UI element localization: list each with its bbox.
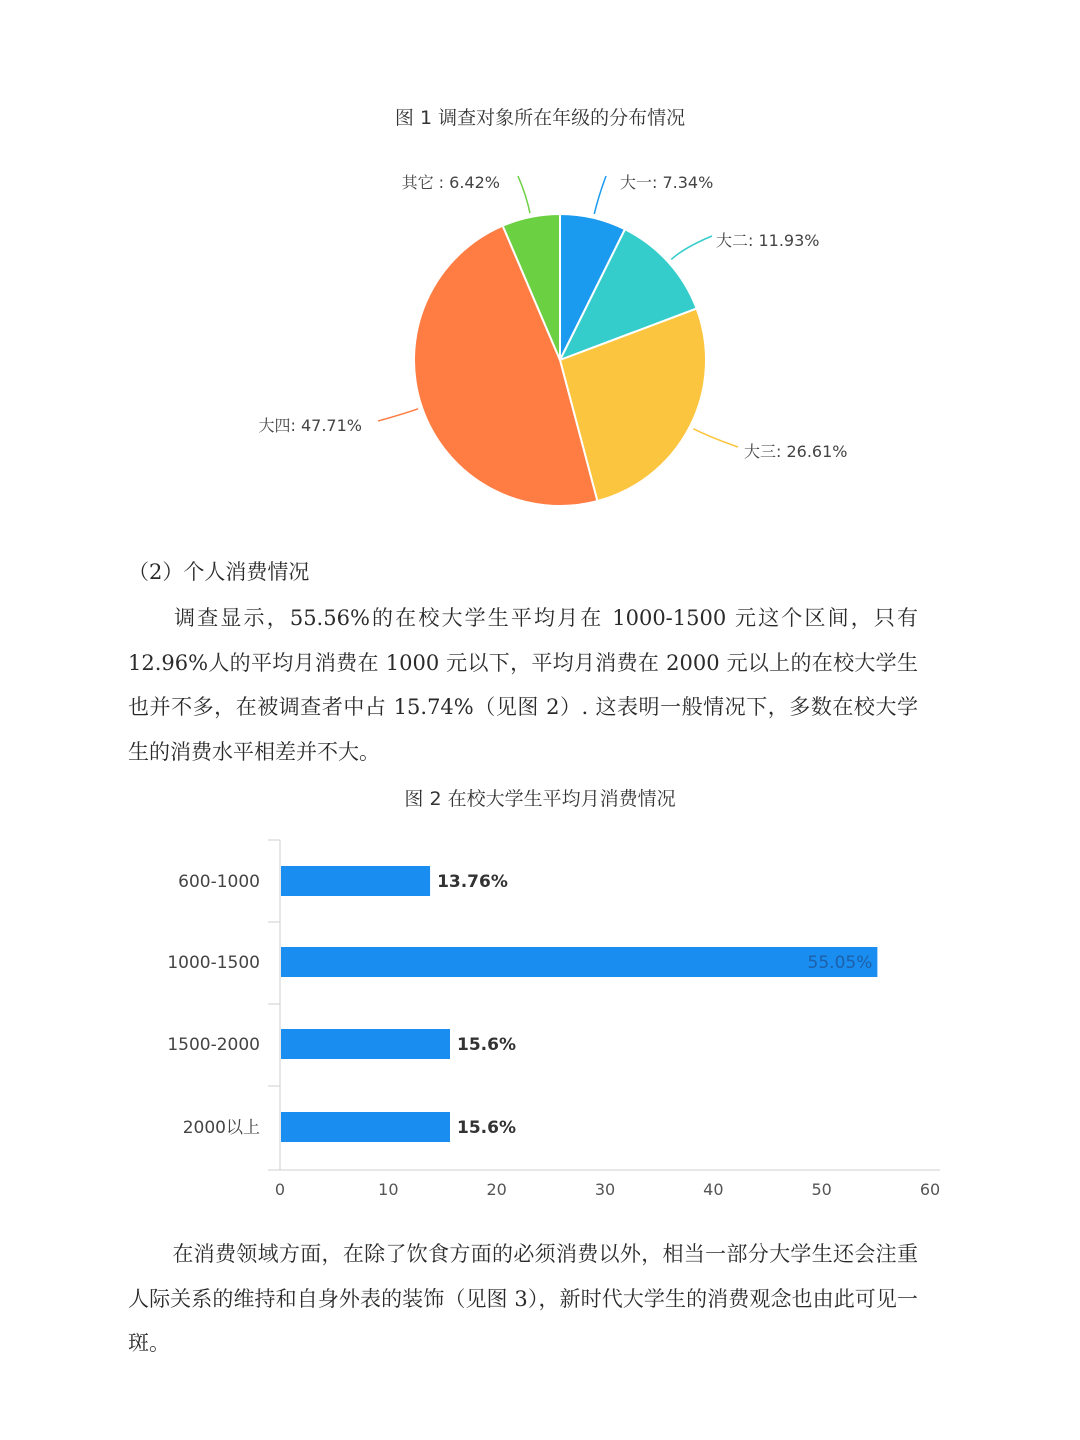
- paragraph-2: [128, 1232, 918, 1366]
- bar-category-labels: [167, 872, 260, 1138]
- figure-2-title: 图 2 在校大学生平均月消费情况: [404, 788, 676, 810]
- paragraph-2-text: 在消费领域方面，在除了饮食方面的必须消费以外，相当一部分大学生还会注重人际关系的维持和自身外表的装饰（见图 3），新时代大学生的消费观念也由此可见一斑。: [128, 1242, 918, 1355]
- x-tick-label: 10: [378, 1180, 399, 1199]
- bar-2: [281, 1029, 450, 1059]
- figure-1-title: 图 1 调查对象所在年级的分布情况: [394, 107, 686, 129]
- pie-label-da-san: 大三: 26.61%: [744, 442, 848, 461]
- pie-label-da-yi: 大一: 7.34%: [620, 173, 714, 192]
- paragraph-1-text: 调查显示，55.56%的在校大学生平均月在 1000-1500 元这个区间，只有 12.96%人的平均月消费在 1000 元以下，平均月消费在 2000 元以上的在校大学生也并不多，在被调查者中占 15.74%（见图 2）. 这表明一般情况下，多数在校大学生的消费水平相差并不大。: [128, 606, 918, 764]
- pie-label-da-er: 大二: 11.93%: [716, 231, 820, 250]
- pie-label-da-si: 大四: 47.71%: [258, 416, 362, 435]
- bar-value-labels: [437, 872, 872, 1138]
- pie-leader-line-1: [671, 236, 712, 259]
- category-label-600-1000: 600-1000: [178, 872, 260, 892]
- value-label-1500-2000: 15.6%: [457, 1035, 516, 1055]
- value-label-2000-plus: 15.6%: [457, 1118, 516, 1138]
- value-label-1000-1500: 55.05%: [807, 953, 873, 973]
- category-label-1500-2000: 1500-2000: [167, 1035, 260, 1055]
- x-tick-label: 0: [274, 1180, 286, 1199]
- x-tick-label: 20: [486, 1180, 507, 1199]
- bar-1: [281, 947, 877, 977]
- pie-leader-line-4: [518, 176, 530, 213]
- value-label-600-1000: 13.76%: [437, 872, 508, 892]
- pie-slices: [414, 214, 706, 506]
- pie-leader-line-0: [594, 176, 606, 214]
- category-label-1000-1500: 1000-1500: [167, 953, 260, 973]
- pie-leader-line-3: [378, 409, 418, 421]
- bar-0: [281, 866, 430, 896]
- x-tick-label: 60: [919, 1180, 941, 1199]
- pie-label-qi-ta: 其它 : 6.42%: [401, 173, 500, 192]
- bar-3: [281, 1112, 450, 1142]
- x-tick-label: 30: [594, 1180, 616, 1199]
- section-heading: （2）个人消费情况: [128, 560, 310, 584]
- bar-marks: [281, 866, 877, 1142]
- pie-leader-line-2: [693, 429, 738, 447]
- paragraph-1: [128, 596, 918, 774]
- x-tick-labels: [275, 1180, 940, 1199]
- bar-chart: [0, 830, 1080, 1210]
- pie-chart: [0, 150, 1080, 520]
- x-tick-label: 50: [811, 1180, 832, 1199]
- x-tick-label: 40: [703, 1180, 724, 1199]
- category-label-2000-plus: 2000以上: [182, 1118, 260, 1138]
